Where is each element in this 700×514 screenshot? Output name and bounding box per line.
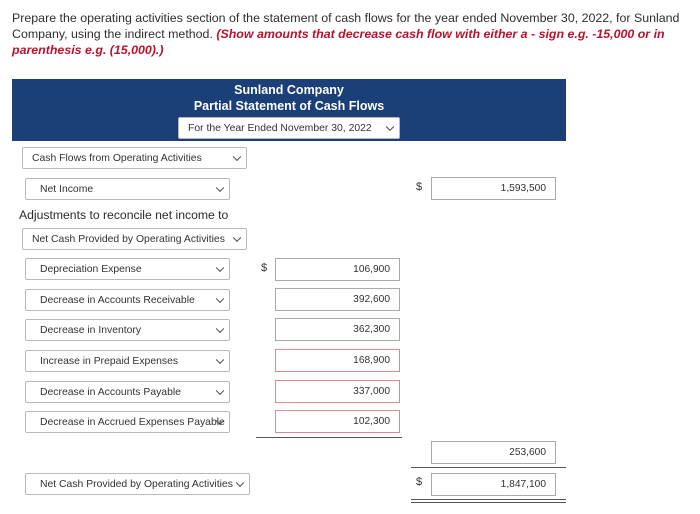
- total-rule: [411, 467, 566, 468]
- adjustments-text: Adjustments to reconcile net income to: [19, 208, 229, 222]
- chevron-down-icon: [216, 325, 224, 333]
- adjustment-label: Decrease in Accounts Receivable: [40, 294, 195, 306]
- adjustment-amount-accounts-receivable[interactable]: 392,600: [275, 288, 400, 311]
- section-select-value: Cash Flows from Operating Activities: [32, 152, 202, 164]
- net-cash-amount[interactable]: 1,847,100: [431, 473, 556, 496]
- section-select[interactable]: [22, 147, 247, 169]
- chevron-down-icon: [236, 479, 244, 487]
- chevron-down-icon: [233, 153, 241, 161]
- instructions-text: Prepare the operating activities section of the statement of cash flows for the year ended November 30, 2022, for Sunland Company, using the indirect method.: [12, 11, 680, 41]
- adjustments-select[interactable]: [22, 228, 247, 250]
- net-income-label: Net Income: [40, 183, 94, 195]
- net-income-select[interactable]: [25, 178, 230, 200]
- chevron-down-icon: [216, 264, 224, 272]
- chevron-down-icon: [216, 184, 224, 192]
- adjustment-label: Decrease in Inventory: [40, 324, 142, 336]
- company-name: Sunland Company: [234, 83, 344, 97]
- adjustment-label: Increase in Prepaid Expenses: [40, 355, 179, 367]
- adjustment-label: Depreciation Expense: [40, 263, 142, 275]
- net-income-dollar: $: [416, 181, 423, 193]
- chevron-down-icon: [216, 295, 224, 303]
- instructions-hint: (Show amounts that decrease cash flow with either a - sign e.g. -15,000 or in parenthesis e.g. (15,000).): [12, 27, 665, 57]
- adjustments-select-value: Net Cash Provided by Operating Activities: [32, 233, 225, 245]
- net-income-amount[interactable]: 1,593,500: [431, 177, 556, 200]
- statement-header: [12, 79, 566, 141]
- grand-total-double-rule: [411, 499, 566, 503]
- adjustment-amount-accrued-expenses[interactable]: 102,300: [275, 410, 400, 433]
- chevron-down-icon: [386, 123, 394, 131]
- net-cash-dollar: $: [416, 476, 423, 488]
- adjustment-label: Decrease in Accounts Payable: [40, 386, 181, 398]
- statement-title: Partial Statement of Cash Flows: [193, 99, 385, 113]
- depreciation-dollar: $: [261, 262, 268, 274]
- total-adjustments-amount[interactable]: 253,600: [431, 441, 556, 464]
- adjustment-select-accounts-payable[interactable]: [25, 381, 230, 403]
- adjustment-select-depreciation[interactable]: [25, 258, 230, 280]
- net-cash-label: Net Cash Provided by Operating Activities: [40, 478, 233, 490]
- adjustment-select-accrued-expenses[interactable]: [25, 411, 230, 433]
- adjustment-label: Decrease in Accrued Expenses Payable: [40, 416, 225, 428]
- period-select-value: For the Year Ended November 30, 2022: [188, 122, 372, 134]
- chevron-down-icon: [216, 356, 224, 364]
- adjustment-select-prepaid-expenses[interactable]: [25, 350, 230, 372]
- adjustment-amount-prepaid-expenses[interactable]: 168,900: [275, 349, 400, 372]
- adjustment-amount-depreciation[interactable]: 106,900: [275, 258, 400, 281]
- adjustment-amount-accounts-payable[interactable]: 337,000: [275, 380, 400, 403]
- instructions: [12, 10, 688, 58]
- period-select[interactable]: [178, 117, 400, 139]
- chevron-down-icon: [233, 234, 241, 242]
- adjustment-select-accounts-receivable[interactable]: [25, 289, 230, 311]
- adjustment-amount-inventory[interactable]: 362,300: [275, 318, 400, 341]
- net-cash-select[interactable]: [25, 473, 250, 495]
- chevron-down-icon: [216, 387, 224, 395]
- adjustment-select-inventory[interactable]: [25, 319, 230, 341]
- subtotal-rule: [256, 437, 402, 438]
